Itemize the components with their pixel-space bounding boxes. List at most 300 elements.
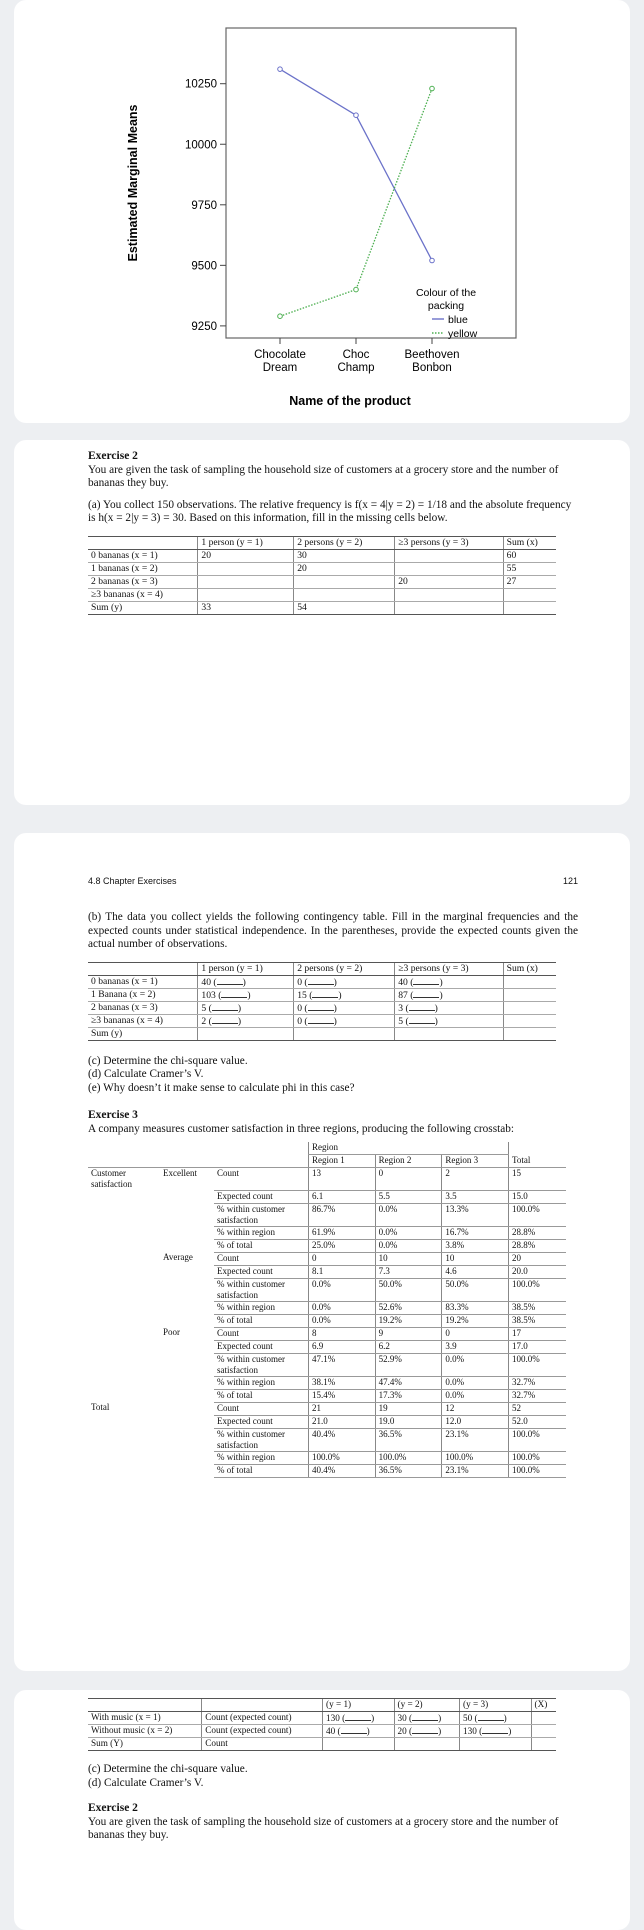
statistic-value: 0.0% (309, 1301, 376, 1314)
expected-count-blank[interactable] (409, 1015, 435, 1024)
exercise-2-part-a: (a) You collect 150 observations. The relative frequency is f(x = 4|y = 2) = 1/18 and the absolute frequency is h(x = 2|y = 3) = 30. Based on this information, fill in the missing cells below. (88, 498, 572, 524)
question-item: (c) Determine the chi-square value. (88, 1763, 248, 1775)
statistic-value: 0.0% (375, 1239, 442, 1252)
cell-value: 40 ( (201, 976, 217, 988)
crosstab-row (88, 1252, 566, 1265)
y-tick-label: 9250 (191, 320, 217, 333)
statistic-label: % of total (214, 1239, 309, 1252)
contingency-table (88, 962, 556, 1041)
statistic-value: 100.0% (309, 1451, 376, 1464)
cell-value: 27 (506, 575, 517, 587)
statistic-value: 2 (442, 1168, 509, 1191)
column-header: Sum (x) (503, 536, 556, 549)
statistic-value: 10 (375, 1252, 442, 1265)
statistic-label: Count (214, 1252, 309, 1265)
statistic-label: Expected count (214, 1190, 309, 1203)
expected-count-blank[interactable] (412, 1725, 438, 1734)
expected-count-blank[interactable] (212, 1002, 238, 1011)
statistic-label: % within region (214, 1376, 309, 1389)
table-cell: 103 ( ) (198, 988, 294, 1001)
category-cell (160, 1265, 214, 1278)
statistic-value: 52 (509, 1402, 566, 1415)
table-cell (503, 1014, 556, 1027)
table-cell (503, 588, 556, 601)
category-cell (160, 1402, 214, 1415)
cell-value: Count (expected count) (205, 1725, 292, 1735)
column-header: ≥3 persons (y = 3) (395, 962, 503, 975)
row-variable-cell (88, 1464, 160, 1477)
crosstab-row (88, 1353, 566, 1376)
expected-count-blank[interactable] (308, 1002, 334, 1011)
chart-card (14, 0, 630, 423)
table-row (88, 588, 556, 601)
statistic-value: 0.0% (309, 1278, 376, 1301)
statistic-label: % of total (214, 1389, 309, 1402)
table-cell (395, 601, 503, 614)
column-header: (y = 2) (394, 1699, 460, 1712)
statistic-value: 5.5 (375, 1190, 442, 1203)
category-cell (160, 1353, 214, 1376)
cell-value: 2 bananas (x = 3) (91, 1001, 158, 1013)
cell-value: 54 (297, 601, 307, 613)
statistic-value: 23.1% (442, 1428, 509, 1451)
exercise-2-repeat-intro: You are given the task of sampling the household size of customers at a grocery store and the number of bananas they buy. (88, 1815, 559, 1841)
table-cell (294, 562, 395, 575)
table-row (88, 562, 556, 575)
row-variable-cell (88, 1252, 160, 1265)
table-cell (202, 1738, 323, 1751)
crosstab-row (88, 1190, 566, 1203)
statistic-value: 20.0 (509, 1265, 566, 1278)
statistic-label: % of total (214, 1314, 309, 1327)
category-cell (160, 1226, 214, 1239)
column-header (202, 1699, 323, 1712)
expected-count-blank[interactable] (341, 1725, 367, 1734)
crosstab-row (88, 1203, 566, 1226)
statistic-value: 32.7% (509, 1389, 566, 1402)
expected-count-blank[interactable] (221, 989, 247, 998)
row-variable-cell (88, 1327, 160, 1340)
table-cell (88, 562, 198, 575)
cell-value: 50 ( (463, 1713, 478, 1723)
statistic-value: 7.3 (375, 1265, 442, 1278)
expected-count-blank[interactable] (312, 989, 338, 998)
table-cell (88, 549, 198, 562)
crosstab-row (88, 1239, 566, 1252)
y-tick-label: 9750 (191, 199, 217, 212)
y-tick-label: 10000 (185, 139, 217, 152)
table-cell: 5 ( ) (198, 1001, 294, 1014)
column-header (88, 1699, 202, 1712)
row-variable-cell (88, 1239, 160, 1252)
statistic-value: 47.1% (309, 1353, 376, 1376)
statistic-value: 0.0% (442, 1389, 509, 1402)
statistic-value: 23.1% (442, 1464, 509, 1477)
category-cell (160, 1314, 214, 1327)
statistic-value: 3.9 (442, 1340, 509, 1353)
statistic-label: % within region (214, 1226, 309, 1239)
table-cell (88, 1725, 202, 1738)
table-cell (198, 549, 294, 562)
legend-title-line-1: Colour of the (415, 287, 477, 299)
statistic-value: 0.0% (375, 1203, 442, 1226)
column-header: ≥3 persons (y = 3) (395, 536, 503, 549)
cell-value: 60 (506, 549, 517, 561)
cell-value: 33 (201, 601, 212, 613)
table-row (88, 1738, 556, 1751)
table-cell (88, 1712, 202, 1725)
crosstab-row (88, 1428, 566, 1451)
statistic-value: 4.6 (442, 1265, 509, 1278)
x-tick-label: Champ (337, 362, 375, 374)
statistic-value: 19.2% (375, 1314, 442, 1327)
category-cell (160, 1203, 214, 1226)
y-axis-label: Estimated Marginal Means (126, 104, 140, 262)
category-cell (160, 1278, 214, 1301)
cell-value: 20 ( (397, 1726, 413, 1736)
cell-value: 130 ( (326, 1713, 346, 1723)
expected-count-blank[interactable] (409, 1002, 435, 1011)
crosstab-row (88, 1327, 566, 1340)
crosstab-row (88, 1168, 566, 1191)
table-row (88, 1014, 556, 1027)
table-row (88, 601, 556, 614)
cell-value: Sum (y) (91, 1027, 123, 1039)
statistic-value: 21.0 (309, 1415, 376, 1428)
statistic-value: 16.7% (442, 1226, 509, 1239)
statistic-value: 6.2 (375, 1340, 442, 1353)
cell-value: ≥3 bananas (x = 4) (91, 588, 163, 600)
column-header: (y = 1) (323, 1699, 394, 1712)
statistic-label: Expected count (214, 1265, 309, 1278)
expected-count-blank[interactable] (482, 1725, 508, 1734)
statistic-value: 28.8% (509, 1226, 566, 1239)
table-cell (503, 1027, 556, 1040)
expected-count-blank[interactable] (308, 976, 334, 985)
table-cell: 0 ( ) (294, 975, 395, 988)
statistic-label: % within customer satisfaction (214, 1278, 309, 1301)
data-point-yellow (354, 287, 359, 292)
data-point-blue (430, 258, 435, 263)
statistic-label: % of total (214, 1464, 309, 1477)
row-variable-cell: Total (91, 1402, 110, 1412)
category-cell: Poor (163, 1327, 181, 1337)
table-cell (294, 601, 395, 614)
region-header: Region 3 (442, 1155, 509, 1168)
statistic-value: 100.0% (442, 1451, 509, 1464)
statistic-label: % within region (214, 1451, 309, 1464)
category-cell (160, 1239, 214, 1252)
row-variable-cell (88, 1428, 160, 1451)
table-cell (531, 1712, 556, 1725)
statistic-value: 100.0% (375, 1451, 442, 1464)
crosstab-row (88, 1415, 566, 1428)
statistic-value: 17 (509, 1327, 566, 1340)
data-point-blue (354, 113, 359, 118)
table-cell: 2 ( ) (198, 1014, 294, 1027)
table-cell (503, 1001, 556, 1014)
cell-value: 20 (398, 575, 408, 587)
legend-title-line-2: packing (427, 300, 465, 312)
statistic-value: 6.1 (309, 1190, 376, 1203)
row-variable-cell (88, 1340, 160, 1353)
statistic-value: 0.0% (442, 1353, 509, 1376)
cell-value: 30 ( (397, 1713, 413, 1723)
table-cell: 130 ( ) (323, 1712, 394, 1725)
category-cell (160, 1415, 214, 1428)
expected-count-blank[interactable] (345, 1712, 371, 1721)
y-tick-label: 10250 (185, 78, 217, 91)
statistic-value: 19 (375, 1402, 442, 1415)
series-line-blue (280, 69, 432, 260)
column-header: 2 persons (y = 2) (294, 962, 395, 975)
expected-count-blank[interactable] (478, 1712, 504, 1721)
statistic-value: 100.0% (509, 1451, 566, 1464)
table-cell (198, 601, 294, 614)
table-cell: 40 ( ) (198, 975, 294, 988)
column-header (88, 536, 198, 549)
row-variable-cell (88, 1451, 160, 1464)
cell-value: Sum (y) (91, 601, 123, 613)
cell-value: 3 ( (398, 1002, 409, 1014)
category-cell (160, 1340, 214, 1353)
statistic-label: Expected count (214, 1340, 309, 1353)
table-cell (198, 588, 294, 601)
statistic-value: 25.0% (309, 1239, 376, 1252)
statistic-label: Count (214, 1168, 309, 1191)
table-cell: 20 ( ) (394, 1725, 460, 1738)
cell-value: 20 (297, 562, 307, 574)
crosstab-row (88, 1451, 566, 1464)
statistic-value: 17.0 (509, 1340, 566, 1353)
table-row (88, 1712, 556, 1725)
table-cell: 5 ( ) (395, 1014, 503, 1027)
table-cell (88, 1027, 198, 1040)
category-cell (160, 1389, 214, 1402)
y-tick-label: 9500 (191, 260, 217, 273)
statistic-value: 38.5% (509, 1314, 566, 1327)
part-b-section (88, 911, 578, 1478)
statistic-value: 83.3% (442, 1301, 509, 1314)
category-cell: Average (163, 1252, 193, 1262)
row-variable-cell (88, 1353, 160, 1376)
statistic-value: 12.0 (442, 1415, 509, 1428)
exercise-2-section (88, 450, 578, 615)
row-variable-cell (88, 1265, 160, 1278)
cell-value: 55 (506, 562, 517, 574)
statistic-value: 100.0% (509, 1203, 566, 1226)
expected-count-blank[interactable] (308, 1015, 334, 1024)
crosstab-header-row (88, 1155, 566, 1168)
bananas-frequency-table (88, 536, 556, 615)
statistic-value: 15.0 (509, 1190, 566, 1203)
expected-count-blank[interactable] (412, 1712, 438, 1721)
x-tick-label: Chocolate (254, 349, 306, 361)
cell-value: 0 bananas (x = 1) (91, 549, 158, 561)
category-cell (160, 1190, 214, 1203)
chapter-header: 4.8 Chapter Exercises (88, 876, 177, 886)
statistic-value: 0.0% (309, 1314, 376, 1327)
question-item: (c) Determine the chi-square value. (88, 1054, 248, 1067)
table-cell (323, 1738, 394, 1751)
row-variable-cell (88, 1226, 160, 1239)
statistic-value: 52.0 (509, 1415, 566, 1428)
cell-value: Count (expected count) (205, 1712, 292, 1722)
exercise-2-title: Exercise 2 (88, 450, 138, 462)
cell-value: 40 ( (326, 1726, 341, 1736)
table-cell (198, 575, 294, 588)
category-cell (160, 1451, 214, 1464)
crosstab-row (88, 1402, 566, 1415)
column-header: (X) (531, 1699, 556, 1712)
table-cell (531, 1738, 556, 1751)
table-cell (531, 1725, 556, 1738)
table-row (88, 975, 556, 988)
row-variable-cell (88, 1389, 160, 1402)
table-cell (503, 975, 556, 988)
statistic-value: 100.0% (509, 1278, 566, 1301)
x-tick-label: Dream (262, 362, 298, 374)
statistic-value: 40.4% (309, 1464, 376, 1477)
category-cell (160, 1301, 214, 1314)
row-variable-cell (88, 1278, 160, 1301)
question-item: (e) Why doesn’t it make sense to calculate phi in this case? (88, 1081, 355, 1094)
row-variable-cell (88, 1203, 160, 1226)
part-b-text: (b) The data you collect yields the following contingency table. Fill in the marginal frequencies and the expected counts under statistical independence. In the parentheses, provide the expected counts given the actual number of observations. (88, 911, 578, 950)
table-cell (88, 1001, 198, 1014)
table-header-row (88, 962, 556, 975)
statistic-value: 20 (509, 1252, 566, 1265)
table-cell: 30 ( ) (394, 1712, 460, 1725)
exercise-3-title: Exercise 3 (88, 1109, 138, 1121)
table-cell (503, 601, 556, 614)
crosstab-header-row (88, 1142, 566, 1155)
table-cell: 87 ( ) (395, 988, 503, 1001)
legend-entry-yellow: yellow (448, 328, 478, 340)
statistic-value: 0 (309, 1252, 376, 1265)
statistic-value: 100.0% (509, 1353, 566, 1376)
table-cell (395, 575, 503, 588)
table-cell (88, 1014, 198, 1027)
statistic-value: 6.9 (309, 1340, 376, 1353)
satisfaction-crosstab (88, 1142, 566, 1478)
cell-value: 2 ( (201, 1015, 212, 1027)
table-row (88, 575, 556, 588)
statistic-label: Expected count (214, 1415, 309, 1428)
exercise-3-intro: A company measures customer satisfaction in three regions, producing the following crosstab: (88, 1122, 515, 1135)
statistic-value: 19.0 (375, 1415, 442, 1428)
statistic-value: 9 (375, 1327, 442, 1340)
expected-count-blank[interactable] (217, 976, 243, 985)
category-cell (160, 1428, 214, 1451)
music-table-card (14, 1690, 630, 1930)
cell-value: Without music (x = 2) (91, 1725, 173, 1735)
music-section (88, 1698, 578, 1843)
crosstab-row (88, 1265, 566, 1278)
table-cell (503, 562, 556, 575)
table-cell (294, 588, 395, 601)
cell-value: 40 ( (398, 976, 414, 988)
x-tick-label: Bonbon (412, 362, 452, 374)
page-number: 121 (562, 876, 578, 886)
statistic-label: Count (214, 1402, 309, 1415)
table-cell (395, 588, 503, 601)
column-header: 2 persons (y = 2) (294, 536, 395, 549)
statistic-value: 21 (309, 1402, 376, 1415)
table-cell (460, 1738, 531, 1751)
crosstab-row (88, 1301, 566, 1314)
category-cell: Excellent (163, 1168, 197, 1178)
expected-count-blank[interactable] (212, 1015, 238, 1024)
cell-value: 130 ( (463, 1726, 483, 1736)
table-cell (503, 988, 556, 1001)
statistic-value: 52.6% (375, 1301, 442, 1314)
table-cell (394, 1738, 460, 1751)
page-header (88, 876, 578, 886)
statistic-value: 52.9% (375, 1353, 442, 1376)
table-cell (88, 1738, 202, 1751)
table-cell (294, 575, 395, 588)
exercise-2-card (14, 440, 630, 805)
statistic-value: 0 (442, 1327, 509, 1340)
statistic-value: 0.0% (442, 1376, 509, 1389)
table-cell: 15 ( ) (294, 988, 395, 1001)
statistic-value: 8.1 (309, 1265, 376, 1278)
exercise-2-intro: You are given the task of sampling the household size of customers at a grocery store and the number of bananas they buy. (88, 463, 559, 489)
table-cell (294, 1027, 395, 1040)
statistic-value: 32.7% (509, 1376, 566, 1389)
statistic-value: 17.3% (375, 1389, 442, 1402)
cell-value: Sum (Y) (91, 1738, 123, 1748)
total-header: Total (509, 1155, 566, 1168)
region-label: Region (309, 1142, 509, 1155)
expected-count-blank[interactable] (413, 989, 439, 998)
cell-value: With music (x = 1) (91, 1712, 161, 1722)
column-header: Sum (x) (503, 962, 556, 975)
page-121-card (14, 833, 630, 1671)
table-cell (198, 562, 294, 575)
crosstab-row (88, 1226, 566, 1239)
cell-value: 1 Banana (x = 2) (91, 988, 156, 1000)
statistic-value: 8 (309, 1327, 376, 1340)
row-variable-cell (88, 1190, 160, 1203)
cell-value: 20 (201, 549, 212, 561)
table-row (88, 1725, 556, 1738)
statistic-label: Count (214, 1327, 309, 1340)
interaction-line-chart (14, 0, 630, 423)
cell-value: 0 ( (297, 976, 308, 988)
cell-value: 30 (297, 549, 307, 561)
crosstab-row (88, 1340, 566, 1353)
row-variable-cell (88, 1301, 160, 1314)
data-point-yellow (278, 314, 283, 319)
statistic-value: 100.0% (509, 1464, 566, 1477)
table-row (88, 1001, 556, 1014)
statistic-value: 40.4% (309, 1428, 376, 1451)
expected-count-blank[interactable] (413, 976, 439, 985)
statistic-value: 13 (309, 1168, 376, 1191)
crosstab-row (88, 1376, 566, 1389)
table-cell (202, 1712, 323, 1725)
legend-entry-blue: blue (448, 314, 468, 326)
category-cell (160, 1464, 214, 1477)
statistic-value: 38.5% (509, 1301, 566, 1314)
statistic-value: 12 (442, 1402, 509, 1415)
statistic-label: % within region (214, 1301, 309, 1314)
column-header (88, 962, 198, 975)
cell-value: 0 bananas (x = 1) (91, 975, 158, 987)
question-item: (d) Calculate Cramer’s V. (88, 1068, 204, 1080)
